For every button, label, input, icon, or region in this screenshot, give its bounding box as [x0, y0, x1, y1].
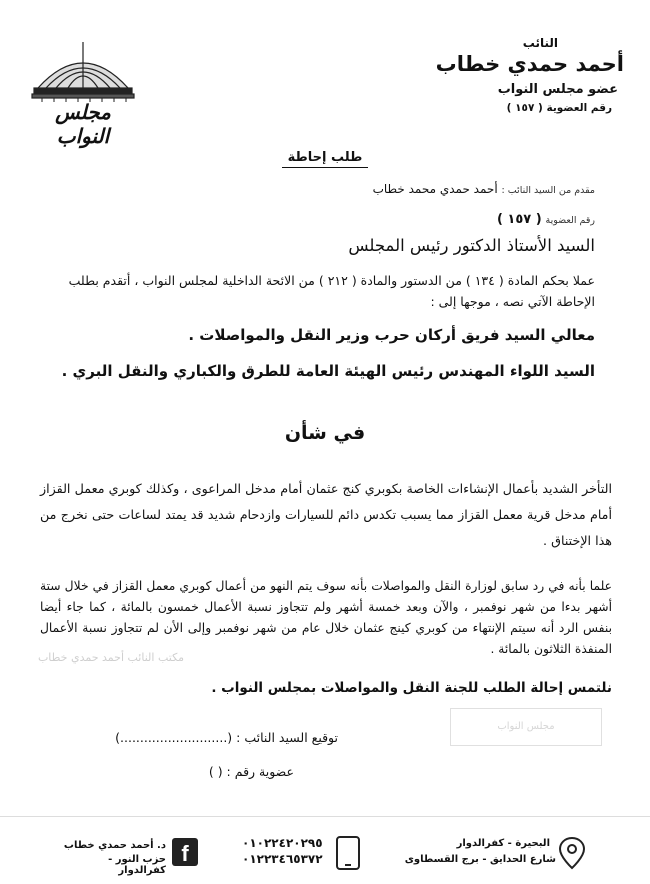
document-title: طلب إحاطة [0, 150, 650, 165]
header-membership: رقم العضوية ( ١٥٧ ) [506, 102, 612, 114]
membership-number: ( ١٥٧ ) [496, 212, 542, 227]
faded-parliament-stamp: مجلس النواب [450, 708, 602, 746]
legal-basis: عملا بحكم المادة ( ١٣٤ ) من الدستور والمادة ( ٢١٢ ) من الائحة الداخلية لمجلس النواب ، أتقدم بطلب الإحاطة الآتي نصه ، موجها إلى : [68, 273, 595, 309]
recipient-minister: معالي السيد فريق أركان حرب وزير النقل والمواصلات . [188, 326, 595, 344]
signature-line: توقيع السيد النائب : (...........................) [115, 730, 338, 745]
footer-name: د. أحمد حمدي خطاب [63, 840, 166, 851]
header-rank: النائب [522, 36, 558, 50]
phone-icon [336, 836, 360, 870]
footer-divider [0, 816, 650, 817]
header-role: عضو مجلس النواب [497, 82, 618, 97]
membership-label: رقم العضوية [545, 215, 595, 226]
logo-text: مجلس النواب [55, 100, 111, 148]
recipient-roads-authority: السيد اللواء المهندس رئيس الهيئة العامة للطرق والكباري والنقل البري . [61, 362, 595, 380]
addressee: السيد الأستاذ الدكتور رئيس المجلس [348, 236, 595, 255]
footer-address-1: البحيرة - كفرالدوار [456, 838, 550, 849]
paragraph-delay: التأخر الشديد بأعمال الإنشاءات الخاصة بكوبري كنج عثمان أمام مدخل المراعوى ، وكذلك كوبري معمل القزاز أمام مدخل قرية معمل القزاز مما يسبب تكدس دائم للسيارات وازدحام شديد قد يمتد لساعات حتى نخرج من هذا الإختناق . [40, 481, 612, 548]
footer-phone-2: ٠١٢٢٣٤٦٥٣٧٢ [242, 852, 323, 866]
submitted-by-label: مقدم من السيد النائب : [501, 185, 595, 196]
facebook-icon: f [172, 838, 198, 866]
referral-request: نلتمس إحالة الطلب للجنة النقل والمواصلات بمجلس النواب . [211, 680, 612, 696]
membership-number-line: عضوية رقم : ( ) [208, 764, 294, 779]
header-name: أحمد حمدي خطاب [435, 52, 624, 76]
location-pin-icon [558, 836, 586, 870]
footer-phone-1: ٠١٠٢٢٤٢٠٢٩٥ [242, 836, 323, 850]
faded-office-stamp: مكتب النائب أحمد حمدي خطاب [37, 651, 185, 664]
submitted-by-line [373, 182, 595, 196]
footer-address-2: شارع الحدايق - برج القسطاوى [404, 854, 556, 865]
membership-line [497, 212, 595, 227]
paragraph-previous-reply: علما بأنه في رد سابق لوزارة النقل والمواصلات بأنه سوف يتم النهو من أعمال كوبري معمل القزاز في خلال ستة أشهر بدءا من شهر نوفمبر ، والآن وبعد خمسة أشهر ولم تتجاوز نسبة الأعمال خمسون بالمائة ، كما جاء أيضا بنفس الرد أنه سيتم الإنتهاء من كوبري كينج عثمان خلال عام من شهر نوفمبر وإلى الأن لم تتجاوز نسبة الأعمال المنفذة الثلاثون بالمائة . [40, 579, 612, 656]
submitted-by-name: أحمد حمدي محمد خطاب [372, 182, 498, 196]
footer-party: حزب النور - كفرالدوار [108, 854, 166, 876]
subject-heading: في شأن [284, 422, 366, 444]
